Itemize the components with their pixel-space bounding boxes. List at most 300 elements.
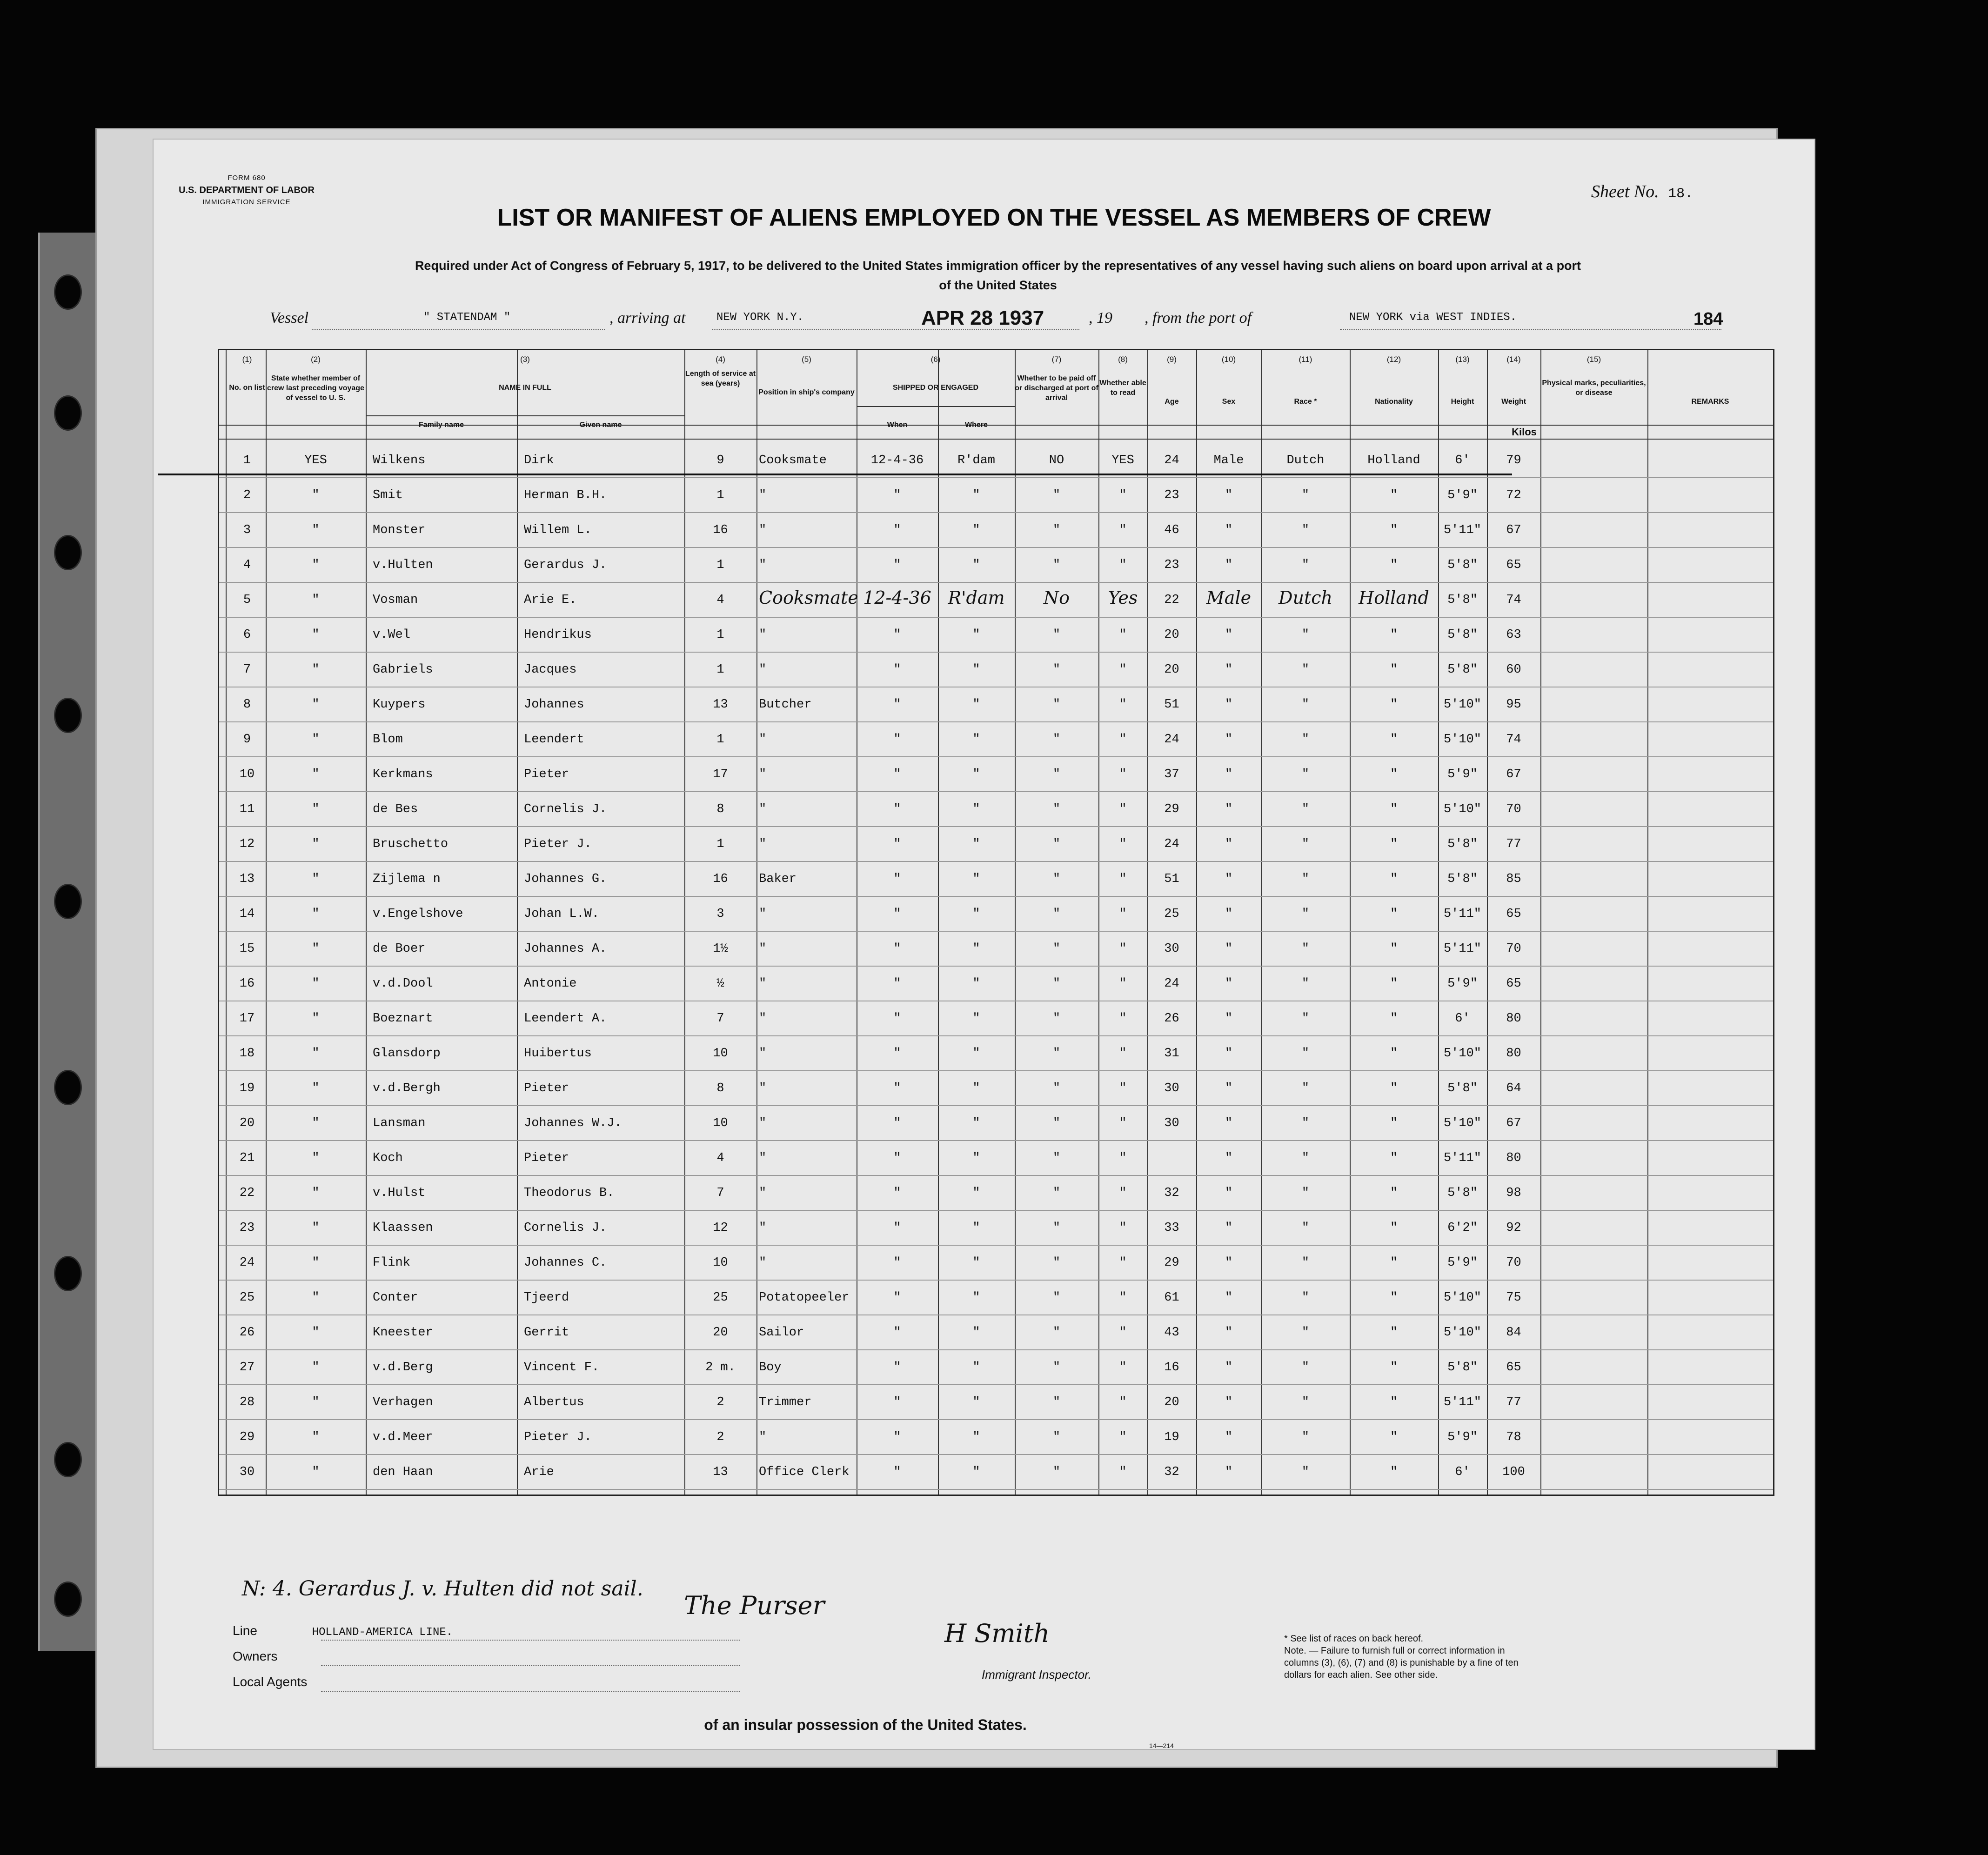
cell-paid: " xyxy=(1052,663,1061,677)
cell-age: 29 xyxy=(1164,1256,1179,1270)
cell-where: " xyxy=(972,488,980,502)
cell-race: " xyxy=(1301,1291,1310,1305)
cell-weight: 92 xyxy=(1506,1221,1521,1235)
cell-where: " xyxy=(972,1012,980,1026)
cell-service: 16 xyxy=(713,872,728,886)
cell-paid: " xyxy=(1052,837,1061,851)
cell-no: 5 xyxy=(243,593,251,607)
cell-weight: 72 xyxy=(1506,488,1521,502)
cell-no: 1 xyxy=(243,454,251,467)
cell-weight: 80 xyxy=(1506,1047,1521,1061)
cell-race: " xyxy=(1301,1465,1310,1479)
cell-read: " xyxy=(1119,1221,1127,1235)
cell-nationality: " xyxy=(1390,663,1398,677)
cell-no: 12 xyxy=(239,837,255,851)
cell-read: " xyxy=(1119,1361,1127,1375)
cell-race: " xyxy=(1301,802,1310,816)
cell-where: " xyxy=(972,977,980,991)
cell-no: 21 xyxy=(239,1151,255,1165)
cell-sex: " xyxy=(1225,628,1233,642)
cell-service: 13 xyxy=(713,1465,728,1479)
col-num-12: (12) xyxy=(1386,355,1401,364)
cell-race: " xyxy=(1301,1047,1310,1061)
cell-family: de Bes xyxy=(373,802,418,816)
cell-height: 5'10" xyxy=(1443,802,1481,816)
header-weight-unit: Kilos xyxy=(1512,426,1537,438)
cell-given: Huibertus xyxy=(524,1047,592,1061)
cell-read: " xyxy=(1119,767,1127,781)
cell-read: " xyxy=(1119,1291,1127,1305)
cell-no: 13 xyxy=(239,872,255,886)
table-row xyxy=(219,443,1773,477)
cell-given: Vincent F. xyxy=(524,1361,600,1375)
cell-paid: No xyxy=(1043,587,1070,608)
cell-weight: 67 xyxy=(1506,767,1521,781)
cell-position: " xyxy=(759,523,767,537)
table-row xyxy=(219,1420,1773,1454)
cell-weight: 67 xyxy=(1506,523,1521,537)
header-crew-status: State whether member of crew last preceding voyage of vessel to U. S. xyxy=(267,374,364,402)
cell-nationality: " xyxy=(1390,628,1398,642)
table-row xyxy=(219,1211,1773,1245)
cell-where: " xyxy=(972,1291,980,1305)
cell-position: " xyxy=(759,1116,767,1130)
cell-weight: 85 xyxy=(1506,872,1521,886)
cell-service: 4 xyxy=(716,593,724,607)
cell-position: Butcher xyxy=(759,698,812,712)
cell-where: " xyxy=(972,558,980,572)
cell-weight: 70 xyxy=(1506,1256,1521,1270)
cell-family: Kerkmans xyxy=(373,767,433,781)
cell-nationality: " xyxy=(1390,872,1398,886)
cell-family: Boeznart xyxy=(373,1012,433,1026)
cell-no: 7 xyxy=(243,663,251,677)
cell-given: Antonie xyxy=(524,977,577,991)
from-port-label: , from the port of xyxy=(1145,309,1252,327)
col-num-1: (1) xyxy=(242,355,252,364)
cell-read: " xyxy=(1119,1116,1127,1130)
cell-height: 5'8" xyxy=(1447,628,1478,642)
header-height: Height xyxy=(1451,398,1474,406)
cell-nationality: " xyxy=(1390,767,1398,781)
cell-service: 1 xyxy=(716,558,724,572)
cell-given: Johannes W.J. xyxy=(524,1116,622,1130)
cell-crew: " xyxy=(312,837,320,851)
cell-weight: 65 xyxy=(1506,907,1521,921)
cell-height: 5'10" xyxy=(1443,1326,1481,1340)
cell-age: 32 xyxy=(1164,1465,1179,1479)
arriving-at-value: NEW YORK N.Y. xyxy=(716,311,804,324)
cell-paid: " xyxy=(1052,1151,1061,1165)
table-row xyxy=(219,548,1773,582)
cell-age: 23 xyxy=(1164,488,1179,502)
cell-position: " xyxy=(759,558,767,572)
cell-paid: " xyxy=(1052,1081,1061,1095)
cell-age: 20 xyxy=(1164,663,1179,677)
cell-height: 5'11" xyxy=(1443,1151,1481,1165)
print-code: 14—214 xyxy=(1149,1742,1174,1749)
cell-nationality: " xyxy=(1390,523,1398,537)
binder-hole xyxy=(54,1442,82,1477)
inspector-label: Immigrant Inspector. xyxy=(982,1668,1092,1682)
cell-position: " xyxy=(759,1047,767,1061)
cell-weight: 64 xyxy=(1506,1081,1521,1095)
binder-hole xyxy=(54,1256,82,1291)
cell-crew: " xyxy=(312,802,320,816)
department-name: U.S. DEPARTMENT OF LABOR xyxy=(179,185,315,195)
table-row xyxy=(219,1350,1773,1384)
table-row xyxy=(219,653,1773,687)
vessel-label: Vessel xyxy=(270,309,309,327)
cell-read: " xyxy=(1119,1081,1127,1095)
cell-sex: " xyxy=(1225,1395,1233,1409)
local-agents-field xyxy=(233,1675,307,1689)
cell-read: " xyxy=(1119,1047,1127,1061)
cell-crew: " xyxy=(312,872,320,886)
header-paid-off: Whether to be paid off or discharged at port of arrival xyxy=(1015,374,1098,402)
cell-service: 8 xyxy=(716,1081,724,1095)
cell-paid: " xyxy=(1052,1326,1061,1340)
cell-sex: " xyxy=(1225,1291,1233,1305)
cell-position: Office Clerk xyxy=(759,1465,850,1479)
cell-weight: 70 xyxy=(1506,942,1521,956)
cell-paid: " xyxy=(1052,977,1061,991)
cell-no: 26 xyxy=(239,1326,255,1340)
cell-service: 1½ xyxy=(713,942,728,956)
table-row xyxy=(219,862,1773,896)
cell-position: " xyxy=(759,1430,767,1444)
cell-when: " xyxy=(893,1221,901,1235)
table-row xyxy=(219,1036,1773,1070)
cell-nationality: " xyxy=(1390,977,1398,991)
sheet-number-label: Sheet No. xyxy=(1591,182,1659,201)
cell-race: " xyxy=(1301,663,1310,677)
table-row xyxy=(219,827,1773,861)
cell-weight: 65 xyxy=(1506,558,1521,572)
cell-height: 5'9" xyxy=(1447,1430,1478,1444)
cell-crew: " xyxy=(312,1081,320,1095)
crew-manifest-table xyxy=(218,349,1774,1496)
cell-weight: 100 xyxy=(1502,1465,1525,1479)
cell-when: " xyxy=(893,767,901,781)
cell-service: 2 m. xyxy=(705,1361,736,1375)
cell-sex: " xyxy=(1225,1081,1233,1095)
cell-service: 4 xyxy=(716,1151,724,1165)
underlying-page-text: of an insular possession of the United States. xyxy=(704,1716,1027,1733)
cell-race: " xyxy=(1301,1186,1310,1200)
cell-family: Gabriels xyxy=(373,663,433,677)
cell-read: " xyxy=(1119,907,1127,921)
cell-nationality: " xyxy=(1390,1465,1398,1479)
cell-given: Herman B.H. xyxy=(524,488,607,502)
cell-no: 29 xyxy=(239,1430,255,1444)
cell-race: " xyxy=(1301,1221,1310,1235)
cell-paid: " xyxy=(1052,942,1061,956)
cell-age: 61 xyxy=(1164,1291,1179,1305)
cell-sex: " xyxy=(1225,1047,1233,1061)
form-identifier xyxy=(154,172,340,208)
table-row xyxy=(219,1246,1773,1280)
cell-family: Verhagen xyxy=(373,1395,433,1409)
binder-hole xyxy=(54,535,82,570)
cell-height: 5'8" xyxy=(1447,593,1478,607)
cell-race: " xyxy=(1301,733,1310,747)
arrival-date-stamp: APR 28 1937 xyxy=(921,307,1044,329)
cell-read: " xyxy=(1119,942,1127,956)
cell-when: " xyxy=(893,663,901,677)
service-name: IMMIGRATION SERVICE xyxy=(202,198,291,206)
cell-weight: 74 xyxy=(1506,733,1521,747)
line-field xyxy=(233,1623,453,1639)
cell-family: v.d.Dool xyxy=(373,977,433,991)
cell-read: " xyxy=(1119,872,1127,886)
table-row xyxy=(219,967,1773,1001)
cell-paid: " xyxy=(1052,1291,1061,1305)
cell-sex: " xyxy=(1225,942,1233,956)
cell-sex: " xyxy=(1225,1465,1233,1479)
cell-family: Glansdorp xyxy=(373,1047,441,1061)
cell-position: Sailor xyxy=(759,1326,804,1340)
cell-when: " xyxy=(893,523,901,537)
cell-family: v.d.Berg xyxy=(373,1361,433,1375)
arriving-label: , arriving at xyxy=(609,309,686,327)
cell-weight: 98 xyxy=(1506,1186,1521,1200)
cell-sex: " xyxy=(1225,1012,1233,1026)
binder-hole xyxy=(54,698,82,733)
cell-height: 6' xyxy=(1455,1465,1470,1479)
cell-weight: 84 xyxy=(1506,1326,1521,1340)
cell-when: " xyxy=(893,1116,901,1130)
cell-family: v.Hulst xyxy=(373,1186,426,1200)
cell-crew: " xyxy=(312,1430,320,1444)
cell-where: " xyxy=(972,1465,980,1479)
cell-paid: " xyxy=(1052,1256,1061,1270)
inspector-signature: H Smith xyxy=(944,1619,1050,1648)
cell-family: Bruschetto xyxy=(373,837,448,851)
cell-given: Pieter xyxy=(524,1151,569,1165)
cell-weight: 80 xyxy=(1506,1151,1521,1165)
cell-height: 5'9" xyxy=(1447,1256,1478,1270)
cell-age: 19 xyxy=(1164,1430,1179,1444)
table-row xyxy=(219,618,1773,652)
cell-when: " xyxy=(893,1151,901,1165)
cell-service: 1 xyxy=(716,488,724,502)
header-physical-marks: Physical marks, peculiarities, or disease xyxy=(1542,379,1646,397)
cell-family: Zijlema n xyxy=(373,872,441,886)
cell-weight: 77 xyxy=(1506,1395,1521,1409)
purser-signature: The Purser xyxy=(684,1591,825,1620)
cell-when: " xyxy=(893,558,901,572)
cell-given: Arie E. xyxy=(524,593,577,607)
cell-height: 6' xyxy=(1455,1012,1470,1026)
local-agents-label: Local Agents xyxy=(233,1675,308,1689)
cell-crew: " xyxy=(312,1116,320,1130)
cell-service: 10 xyxy=(713,1256,728,1270)
cell-when: " xyxy=(893,1256,901,1270)
cell-given: Cornelis J. xyxy=(524,802,607,816)
cell-race: " xyxy=(1301,1151,1310,1165)
cell-service: 1 xyxy=(716,837,724,851)
cell-where: " xyxy=(972,1151,980,1165)
cell-no: 23 xyxy=(239,1221,255,1235)
cell-sex: " xyxy=(1225,523,1233,537)
cell-weight: 70 xyxy=(1506,802,1521,816)
table-row xyxy=(219,1315,1773,1349)
cell-crew: " xyxy=(312,698,320,712)
cell-weight: 80 xyxy=(1506,1012,1521,1026)
cell-where: " xyxy=(972,1047,980,1061)
cell-read: " xyxy=(1119,733,1127,747)
cell-crew: " xyxy=(312,593,320,607)
sheet-number xyxy=(1591,181,1693,202)
cell-service: 1 xyxy=(716,733,724,747)
header-age: Age xyxy=(1165,398,1179,406)
cell-given: Willem L. xyxy=(524,523,592,537)
cell-paid: " xyxy=(1052,1012,1061,1026)
footnote-penalty: Note. — Failure to furnish full or correct information in columns (3), (6), (7) and (8) is punishable by a fine of ten dollars for each alien. See other side. xyxy=(1284,1646,1519,1680)
cell-position: " xyxy=(759,628,767,642)
cell-no: 6 xyxy=(243,628,251,642)
cell-read: " xyxy=(1119,1430,1127,1444)
col-num-6: (6) xyxy=(930,355,941,364)
cell-no: 27 xyxy=(239,1361,255,1375)
cell-age: 24 xyxy=(1164,837,1179,851)
cell-no: 14 xyxy=(239,907,255,921)
row-rule xyxy=(219,1489,1773,1490)
cell-service: 12 xyxy=(713,1221,728,1235)
cell-read: " xyxy=(1119,1256,1127,1270)
cell-race: " xyxy=(1301,1081,1310,1095)
cell-service: 9 xyxy=(716,454,724,467)
cell-where: " xyxy=(972,1326,980,1340)
cell-given: Johannes G. xyxy=(524,872,607,886)
cell-position: " xyxy=(759,837,767,851)
table-row xyxy=(219,757,1773,791)
cell-paid: " xyxy=(1052,1361,1061,1375)
cell-when: " xyxy=(893,802,901,816)
cell-when: " xyxy=(893,942,901,956)
cell-given: Theodorus B. xyxy=(524,1186,615,1200)
cell-given: Dirk xyxy=(524,454,554,467)
cell-paid: " xyxy=(1052,698,1061,712)
cell-position: " xyxy=(759,1151,767,1165)
cell-height: 5'11" xyxy=(1443,523,1481,537)
cell-crew: " xyxy=(312,1291,320,1305)
cell-read: " xyxy=(1119,1326,1127,1340)
cell-paid: " xyxy=(1052,1395,1061,1409)
cell-when: 12-4-36 xyxy=(863,587,931,608)
cell-service: 7 xyxy=(716,1186,724,1200)
cell-height: 5'8" xyxy=(1447,663,1478,677)
footnote xyxy=(1284,1633,1535,1681)
cell-height: 5'10" xyxy=(1443,1116,1481,1130)
cell-sex: " xyxy=(1225,767,1233,781)
cell-when: " xyxy=(893,907,901,921)
cell-family: Kneester xyxy=(373,1326,433,1340)
col-num-10: (10) xyxy=(1221,355,1236,364)
header-given-name: Given name xyxy=(579,421,622,429)
cell-nationality: " xyxy=(1390,802,1398,816)
cell-read: " xyxy=(1119,698,1127,712)
line-value: HOLLAND-AMERICA LINE. xyxy=(312,1626,453,1639)
cell-height: 5'9" xyxy=(1447,767,1478,781)
cell-weight: 74 xyxy=(1506,593,1521,607)
cell-family: v.Hulten xyxy=(373,558,433,572)
cell-no: 22 xyxy=(239,1186,255,1200)
cell-no: 3 xyxy=(243,523,251,537)
cell-height: 5'8" xyxy=(1447,1186,1478,1200)
cell-service: 10 xyxy=(713,1047,728,1061)
cell-position: " xyxy=(759,1186,767,1200)
cell-when: " xyxy=(893,1081,901,1095)
cell-where: " xyxy=(972,1256,980,1270)
cell-age: 24 xyxy=(1164,977,1179,991)
cell-age: 20 xyxy=(1164,1395,1179,1409)
cell-no: 8 xyxy=(243,698,251,712)
document-title: LIST OR MANIFEST OF ALIENS EMPLOYED ON THE VESSEL AS MEMBERS OF CREW xyxy=(497,204,1491,231)
cell-age: 31 xyxy=(1164,1047,1179,1061)
cell-where: " xyxy=(972,663,980,677)
cell-sex: " xyxy=(1225,1151,1233,1165)
cell-nationality: " xyxy=(1390,488,1398,502)
cell-when: " xyxy=(893,1361,901,1375)
cell-service: 7 xyxy=(716,1012,724,1026)
table-row xyxy=(219,897,1773,931)
cell-paid: NO xyxy=(1049,454,1064,467)
cell-when: " xyxy=(893,872,901,886)
cell-where: R'dam xyxy=(948,587,1005,608)
header-name-in-full: NAME IN FULL xyxy=(499,384,551,392)
cell-paid: " xyxy=(1052,802,1061,816)
cell-service: 3 xyxy=(716,907,724,921)
col-num-9: (9) xyxy=(1167,355,1177,364)
cell-crew: " xyxy=(312,767,320,781)
cell-where: " xyxy=(972,523,980,537)
sheet-number-value: 18. xyxy=(1668,186,1693,202)
cell-given: Albertus xyxy=(524,1395,584,1409)
table-row xyxy=(219,1141,1773,1175)
cell-age: 26 xyxy=(1164,1012,1179,1026)
cell-given: Cornelis J. xyxy=(524,1221,607,1235)
cell-age: 51 xyxy=(1164,872,1179,886)
cell-given: Jacques xyxy=(524,663,577,677)
cell-nationality: " xyxy=(1390,1430,1398,1444)
cell-position: Cooksmate xyxy=(759,454,827,467)
cell-given: Johannes C. xyxy=(524,1256,607,1270)
col-num-5: (5) xyxy=(802,355,811,364)
cell-no: 20 xyxy=(239,1116,255,1130)
vessel-name: " STATENDAM " xyxy=(423,311,511,324)
cell-paid: " xyxy=(1052,1047,1061,1061)
table-row xyxy=(219,932,1773,966)
cell-given: Pieter xyxy=(524,1081,569,1095)
cell-crew: " xyxy=(312,628,320,642)
table-row xyxy=(219,1001,1773,1035)
cell-nationality: " xyxy=(1390,733,1398,747)
cell-when: " xyxy=(893,733,901,747)
cell-service: 1 xyxy=(716,663,724,677)
cell-position: " xyxy=(759,907,767,921)
cell-sex: " xyxy=(1225,488,1233,502)
cell-age: 37 xyxy=(1164,767,1179,781)
cell-when: " xyxy=(893,837,901,851)
cell-height: 5'10" xyxy=(1443,698,1481,712)
cell-crew: " xyxy=(312,558,320,572)
cell-nationality: " xyxy=(1390,1012,1398,1026)
cell-height: 6' xyxy=(1455,454,1470,467)
cell-when: " xyxy=(893,698,901,712)
table-row xyxy=(219,1106,1773,1140)
